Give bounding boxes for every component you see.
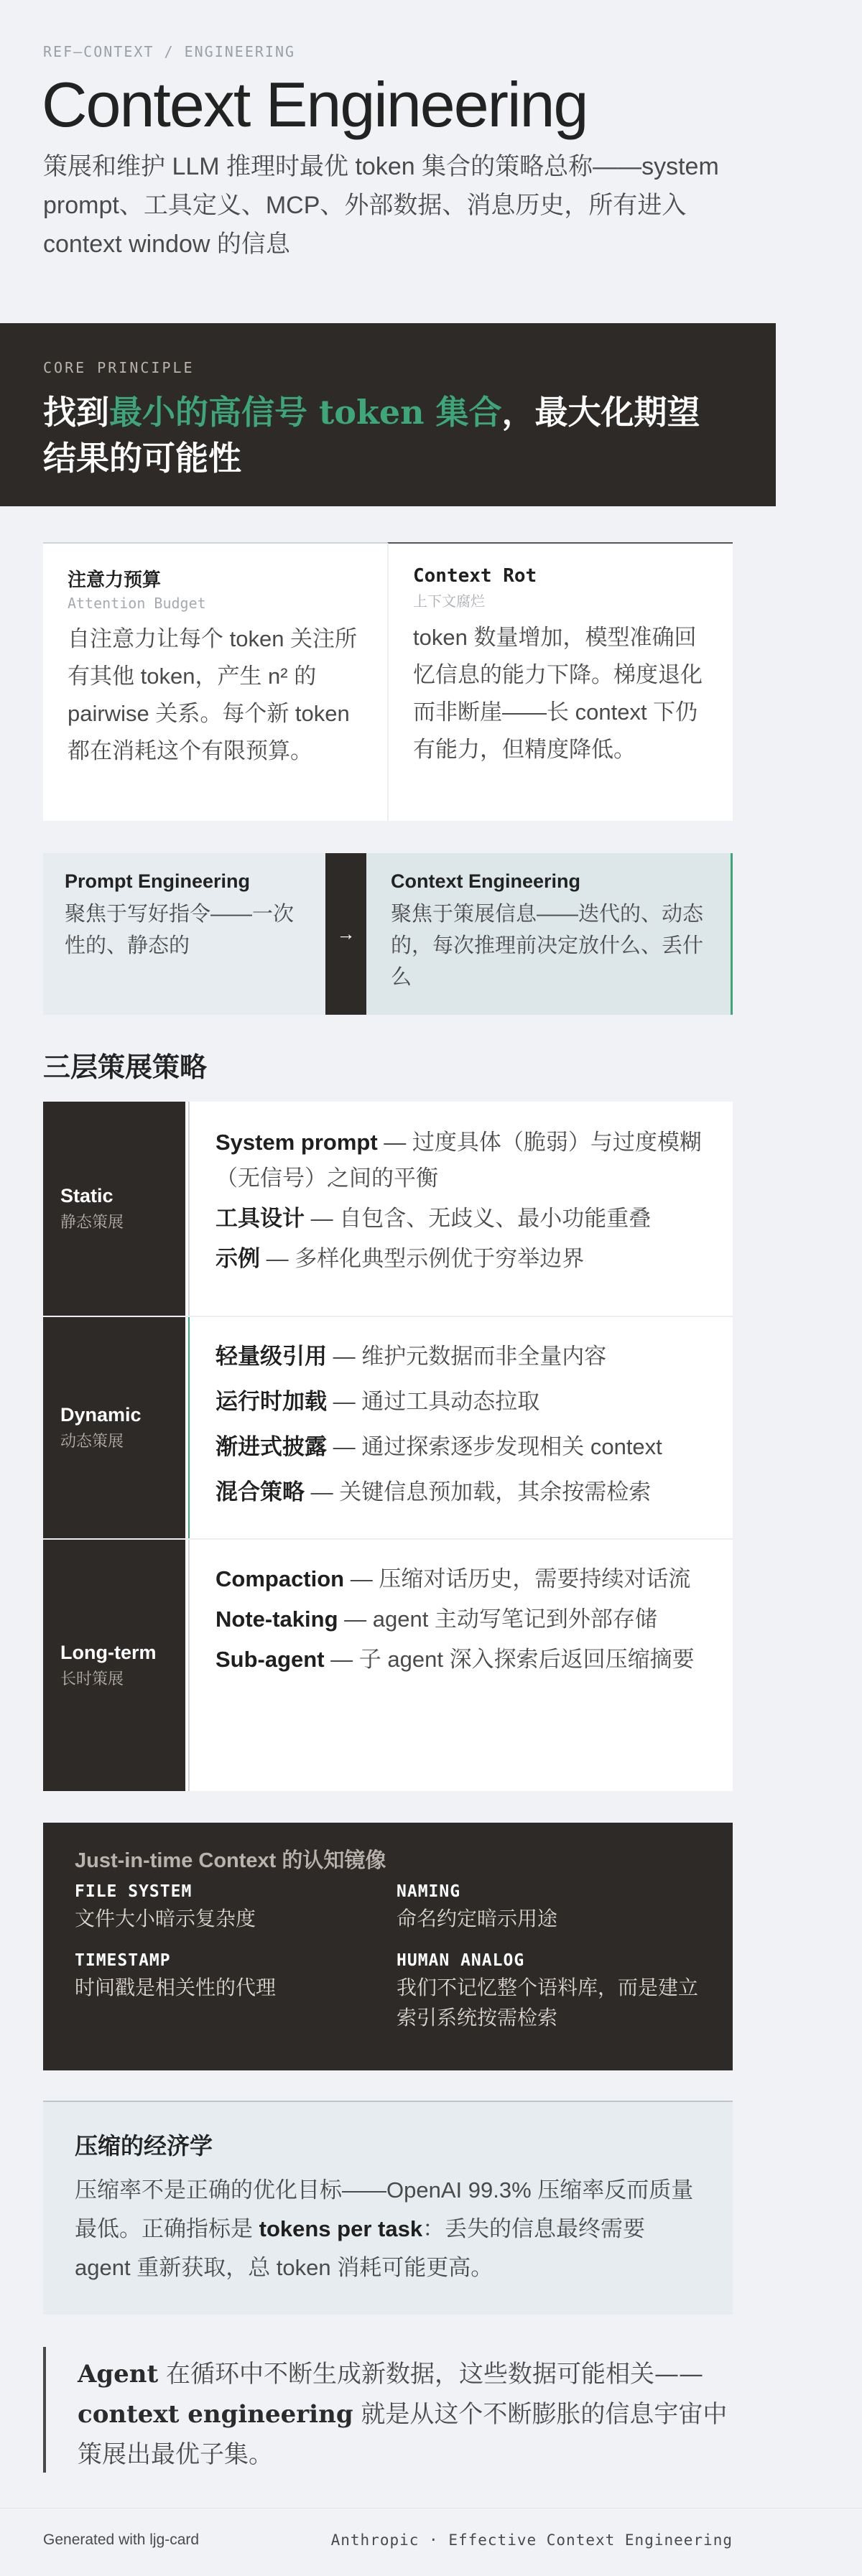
jit-cell	[397, 1882, 705, 1934]
concept-card-context-rot	[387, 542, 733, 821]
jit-key: TIMESTAMP	[75, 1951, 171, 1970]
quote-span: 就是从这个不断膨胀的信息宇宙中策展出最优子集。	[78, 2400, 728, 2469]
item-term: System prompt	[216, 1130, 378, 1155]
list-item	[216, 1561, 707, 1597]
concept-body: token 数量增加，模型准确回忆信息的能力下降。梯度退化而非断崖——长 context 下仍有能力，但精度降低。	[413, 625, 703, 762]
context-engineering-box	[366, 853, 733, 1015]
page-subtitle: 策展和维护 LLM 推理时最优 token 集合的策略总称——system prompt、工具定义、MCP、外部数据、消息历史，所有进入 context window 的信息	[43, 153, 719, 258]
jit-key: HUMAN ANALOG	[397, 1951, 525, 1970]
economics-text: ：丢失的信息最终需要 agent 重新获取，总 token 消耗可能更高。	[75, 2216, 646, 2280]
list-item	[216, 1474, 707, 1510]
item-term: 运行时加载	[216, 1389, 327, 1414]
item-term: 示例	[216, 1246, 260, 1271]
quote-bold: Agent	[78, 2360, 159, 2389]
concept-body: 自注意力让每个 token 关注所有其他 token，产生 n² 的 pairwise 关系。每个新 token 都在消耗这个有限预算。	[68, 626, 358, 763]
item-desc: — 通过工具动态拉取	[327, 1389, 540, 1414]
arrow-right-icon: →	[325, 853, 366, 1015]
jit-value: 时间戳是相关性的代理	[75, 1976, 277, 1999]
item-term: 工具设计	[216, 1206, 305, 1231]
engineering-comparison	[43, 853, 733, 1015]
item-term: 渐进式披露	[216, 1434, 327, 1459]
item-term: 轻量级引用	[216, 1344, 327, 1369]
layer-long-term	[43, 1540, 733, 1791]
core-principle-label: CORE PRINCIPLE	[43, 359, 195, 376]
layer-tag	[43, 1317, 188, 1538]
layer-tag	[43, 1540, 188, 1791]
item-term: 混合策略	[216, 1479, 305, 1505]
concept-title: 注意力预算	[68, 569, 162, 590]
item-desc: — 维护元数据而非全量内容	[327, 1344, 607, 1369]
jit-cell	[397, 1951, 705, 2033]
jit-key: NAMING	[397, 1882, 461, 1901]
section-title-layers: 三层策展策略	[43, 1053, 208, 1083]
layer-name: Long-term	[60, 1642, 157, 1663]
jit-value: 命名约定暗示用途	[397, 1907, 558, 1930]
list-item	[216, 1125, 707, 1196]
item-desc: — 多样化典型示例优于穷举边界	[260, 1246, 585, 1271]
page-title: Context Engineering	[42, 69, 588, 140]
core-principle-suffix: ，最大化期望结果的可能性	[43, 393, 700, 478]
economics-title: 压缩的经济学	[75, 2133, 213, 2159]
concept-title: Context Rot	[413, 565, 537, 587]
core-principle-highlight: 最小的高信号 token 集合	[109, 393, 502, 432]
breadcrumb: REF—CONTEXT / ENGINEERING	[43, 43, 296, 60]
item-desc: — 子 agent 深入探索后返回压缩摘要	[324, 1647, 695, 1672]
quote-span: 在循环中不断生成新数据，这些数据可能相关——	[158, 2360, 704, 2389]
concept-cards	[43, 542, 733, 821]
layer-name: Dynamic	[60, 1404, 142, 1426]
list-item	[216, 1241, 707, 1277]
compression-economics-block	[43, 2101, 733, 2315]
comparison-title: Prompt Engineering	[65, 870, 251, 892]
list-item	[216, 1384, 707, 1420]
layer-items	[188, 1540, 733, 1791]
list-item	[216, 1601, 707, 1637]
comparison-body: 聚焦于策展信息——迭代的、动态的，每次推理前决定放什么、丢什么	[391, 903, 704, 989]
item-desc: — 压缩对话历史，需要持续对话流	[344, 1566, 691, 1591]
list-item	[216, 1339, 707, 1375]
item-desc: — 关键信息预加载，其余按需检索	[305, 1479, 652, 1505]
jit-value: 我们不记忆整个语料库，而是建立索引系统按需检索	[397, 1976, 699, 2029]
quote-bold: context engineering	[78, 2400, 353, 2429]
core-principle-prefix: 找到	[43, 393, 109, 432]
item-desc: — 过度具体（脆弱）与过度模糊（无信号）之间的平衡	[216, 1130, 702, 1191]
economics-text: 压缩率不是正确的优化目标——OpenAI 99.3% 压缩率反而质量最低。正确指标是	[75, 2177, 694, 2241]
curation-layers	[43, 1102, 733, 1791]
list-item	[216, 1642, 707, 1678]
layer-name-zh: 静态策展	[60, 1213, 124, 1231]
concept-card-attention-budget	[43, 542, 387, 821]
layer-static	[43, 1102, 733, 1317]
concept-subtitle: Attention Budget	[68, 595, 206, 612]
core-principle-block	[0, 323, 776, 506]
footer-source: Anthropic · Effective Context Engineering	[330, 2531, 733, 2549]
prompt-engineering-box	[43, 853, 325, 1015]
jit-cell	[75, 1951, 397, 2033]
comparison-body: 聚焦于写好指令——一次性的、静态的	[65, 903, 295, 957]
jit-value: 文件大小暗示复杂度	[75, 1907, 256, 1930]
layer-name-zh: 动态策展	[60, 1432, 124, 1450]
economics-metric: tokens per task	[259, 2216, 423, 2241]
just-in-time-block	[43, 1823, 733, 2070]
core-principle-text	[43, 389, 733, 481]
closing-quote	[43, 2347, 733, 2473]
jit-title: Just-in-time Context 的认知镜像	[75, 1849, 386, 1872]
layer-dynamic	[43, 1317, 733, 1540]
layer-items	[188, 1102, 733, 1316]
list-item	[216, 1429, 707, 1465]
item-term: Sub-agent	[216, 1647, 325, 1672]
layer-tag	[43, 1102, 188, 1316]
item-term: Note-taking	[216, 1606, 338, 1632]
jit-grid	[75, 1882, 701, 2033]
layer-name-zh: 长时策展	[60, 1670, 124, 1688]
list-item	[216, 1201, 707, 1237]
jit-key: FILE SYSTEM	[75, 1882, 193, 1901]
jit-cell	[75, 1882, 397, 1934]
quote-text	[78, 2354, 733, 2475]
item-desc: — 自包含、无歧义、最小功能重叠	[305, 1206, 652, 1231]
footer-generator: Generated with ljg-card	[43, 2531, 200, 2548]
layer-items	[188, 1317, 733, 1538]
economics-body	[75, 2171, 701, 2287]
concept-subtitle: 上下文腐烂	[413, 594, 485, 610]
item-desc: — 通过探索逐步发现相关 context	[327, 1434, 662, 1459]
layer-name: Static	[60, 1185, 113, 1206]
item-desc: — agent 主动写笔记到外部存储	[338, 1606, 657, 1632]
comparison-title: Context Engineering	[391, 870, 581, 892]
item-term: Compaction	[216, 1566, 345, 1591]
